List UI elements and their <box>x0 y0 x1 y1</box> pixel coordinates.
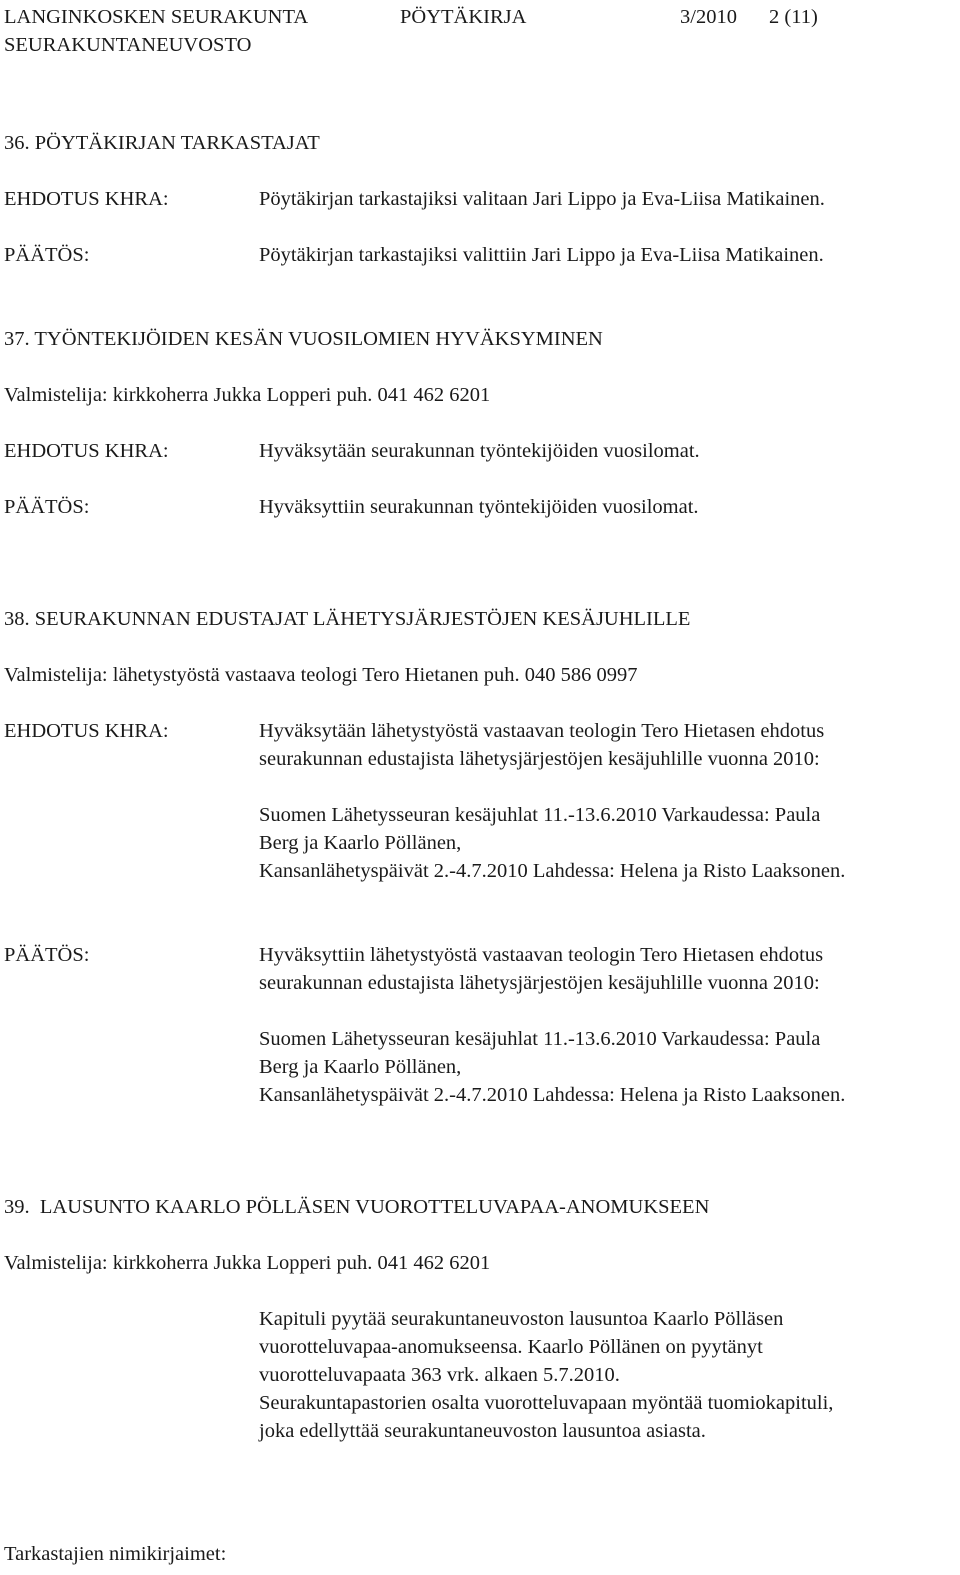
preparer-line: Valmistelija: lähetystyöstä vastaava teologi Tero Hietanen puh. 040 586 0997 <box>4 664 638 686</box>
proposal-label: EHDOTUS KHRA: <box>4 440 169 462</box>
decision-label: PÄÄTÖS: <box>4 944 90 966</box>
decision-text-line: Kansanlähetyspäivät 2.-4.7.2010 Lahdessa: Helena ja Risto Laaksonen. <box>259 1084 846 1106</box>
proposal-text-line: Berg ja Kaarlo Pöllänen, <box>259 832 462 854</box>
proposal-text-line: Suomen Lähetysseuran kesäjuhlat 11.-13.6.2010 Varkaudessa: Paula <box>259 804 821 826</box>
proposal-label: EHDOTUS KHRA: <box>4 188 169 210</box>
decision-text: Pöytäkirjan tarkastajiksi valittiin Jari Lippo ja Eva-Liisa Matikainen. <box>259 244 824 266</box>
proposal-text-line: Kansanlähetyspäivät 2.-4.7.2010 Lahdessa: Helena ja Risto Laaksonen. <box>259 860 846 882</box>
section-title: 37. TYÖNTEKIJÖIDEN KESÄN VUOSILOMIEN HYVÄKSYMINEN <box>4 328 603 350</box>
proposal-label: EHDOTUS KHRA: <box>4 720 169 742</box>
reviewer-initials-label: Tarkastajien nimikirjaimet: <box>4 1543 227 1565</box>
preparer-line: Valmistelija: kirkkoherra Jukka Lopperi puh. 041 462 6201 <box>4 384 491 406</box>
governing-body: SEURAKUNTANEUVOSTO <box>4 34 252 56</box>
body-text-line: vuorotteluvapaa-anomukseensa. Kaarlo Pöllänen on pyytänyt <box>259 1336 763 1358</box>
section-title: 39. LAUSUNTO KAARLO PÖLLÄSEN VUOROTTELUVAPAA-ANOMUKSEEN <box>4 1196 710 1218</box>
decision-text: Hyväksyttiin seurakunnan työntekijöiden vuosilomat. <box>259 496 699 518</box>
proposal-text-line: Hyväksytään lähetystyöstä vastaavan teologin Tero Hietasen ehdotus <box>259 720 825 742</box>
decision-label: PÄÄTÖS: <box>4 496 90 518</box>
body-text-line: Kapituli pyytää seurakuntaneuvoston lausuntoa Kaarlo Pölläsen <box>259 1308 784 1330</box>
decision-text-line: Hyväksyttiin lähetystyöstä vastaavan teologin Tero Hietasen ehdotus <box>259 944 824 966</box>
proposal-text: Hyväksytään seurakunnan työntekijöiden vuosilomat. <box>259 440 700 462</box>
decision-text-line: seurakunnan edustajista lähetysjärjestöjen kesäjuhlille vuonna 2010: <box>259 972 820 994</box>
preparer-line: Valmistelija: kirkkoherra Jukka Lopperi puh. 041 462 6201 <box>4 1252 491 1274</box>
body-text-line: joka edellyttää seurakuntaneuvoston lausuntoa asiasta. <box>259 1420 706 1442</box>
decision-text-line: Berg ja Kaarlo Pöllänen, <box>259 1056 462 1078</box>
decision-text-line: Suomen Lähetysseuran kesäjuhlat 11.-13.6.2010 Varkaudessa: Paula <box>259 1028 821 1050</box>
body-text-line: vuorotteluvapaata 363 vrk. alkaen 5.7.2010. <box>259 1364 620 1386</box>
page-number: 2 (11) <box>769 6 818 28</box>
body-text-line: Seurakuntapastorien osalta vuorotteluvapaan myöntää tuomiokapituli, <box>259 1392 834 1414</box>
decision-label: PÄÄTÖS: <box>4 244 90 266</box>
organization-name: LANGINKOSKEN SEURAKUNTA <box>4 6 309 28</box>
section-title: 38. SEURAKUNNAN EDUSTAJAT LÄHETYSJÄRJESTÖJEN KESÄJUHLILLE <box>4 608 691 630</box>
document-type: PÖYTÄKIRJA <box>400 6 527 28</box>
document-number: 3/2010 <box>680 6 737 28</box>
section-title: 36. PÖYTÄKIRJAN TARKASTAJAT <box>4 132 320 154</box>
proposal-text-line: seurakunnan edustajista lähetysjärjestöjen kesäjuhlille vuonna 2010: <box>259 748 820 770</box>
proposal-text: Pöytäkirjan tarkastajiksi valitaan Jari Lippo ja Eva-Liisa Matikainen. <box>259 188 825 210</box>
